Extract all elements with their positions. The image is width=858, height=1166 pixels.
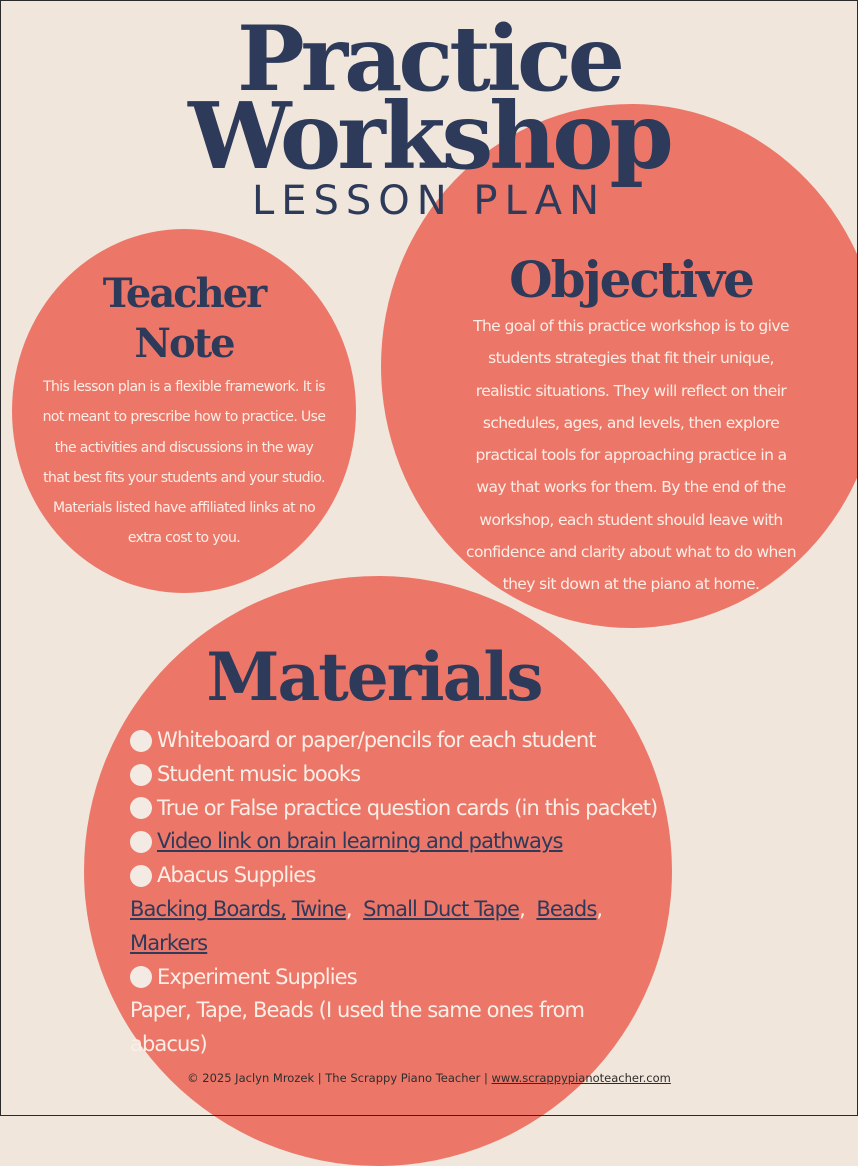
teacher-note-heading-line1: Teacher <box>102 270 266 317</box>
bullet-circle-icon <box>130 865 152 887</box>
title-workshop: Workshop <box>188 82 670 190</box>
abacus-links: Backing Boards, Twine, Small Duct Tape, Beads, Markers <box>130 896 603 955</box>
materials-list <box>130 724 670 1062</box>
title-practice: Practice <box>236 6 622 112</box>
teacher-note-text: This lesson plan is a flexible framework. It is not meant to prescribe how to practice. Use the activities and discussions in the way that best fits your students and your studio. Materials listed have affiliated links at no extra cost to you. <box>42 379 326 547</box>
subtitle-lesson-plan: LESSON PLAN <box>251 178 607 224</box>
bullet-circle-icon <box>130 797 152 819</box>
material-question-cards: True or False practice question cards (in this packet) <box>157 795 658 820</box>
twine-link[interactable]: Twine <box>291 896 346 921</box>
list-item <box>130 792 670 826</box>
teacher-note-heading-line2: Note <box>134 320 234 367</box>
bullet-circle-icon <box>130 966 152 988</box>
beads-link[interactable]: Beads <box>536 896 597 921</box>
backing-boards-link[interactable]: Backing Boards, <box>130 896 286 921</box>
footer <box>0 1071 858 1085</box>
bullet-circle-icon <box>130 730 152 752</box>
list-item <box>130 825 670 859</box>
objective-text: The goal of this practice workshop is to give students strategies that fit their unique, realistic situations. They will reflect on their schedules, ages, and levels, then explore practical tools for approaching practice in a way that works for them. By the end of the workshop, each student should leave with confidence and clarity about what to do when they sit down at the piano at home. <box>466 317 796 594</box>
footer-website-link[interactable]: www.scrappypianoteacher.com <box>491 1071 671 1085</box>
experiment-text: Paper, Tape, Beads (I used the same ones from abacus) <box>130 998 585 1057</box>
bullet-circle-icon <box>130 831 152 853</box>
markers-link[interactable]: Markers <box>130 930 208 955</box>
objective-heading: Objective <box>509 250 753 309</box>
list-item <box>130 758 670 792</box>
bullet-circle-icon <box>130 764 152 786</box>
footer-credit: © 2025 Jaclyn Mrozek | The Scrappy Piano Teacher | <box>187 1071 492 1085</box>
material-abacus-supplies: Abacus Supplies <box>157 863 316 888</box>
material-experiment-supplies: Experiment Supplies <box>157 964 357 989</box>
list-item <box>130 859 670 893</box>
material-music-books: Student music books <box>157 761 361 786</box>
material-whiteboard: Whiteboard or paper/pencils for each student <box>157 728 596 752</box>
duct-tape-link[interactable]: Small Duct Tape <box>363 896 520 921</box>
list-item <box>130 724 670 758</box>
list-item <box>130 961 670 995</box>
materials-heading: Materials <box>206 638 542 716</box>
video-link[interactable]: Video link on brain learning and pathways <box>157 829 563 854</box>
